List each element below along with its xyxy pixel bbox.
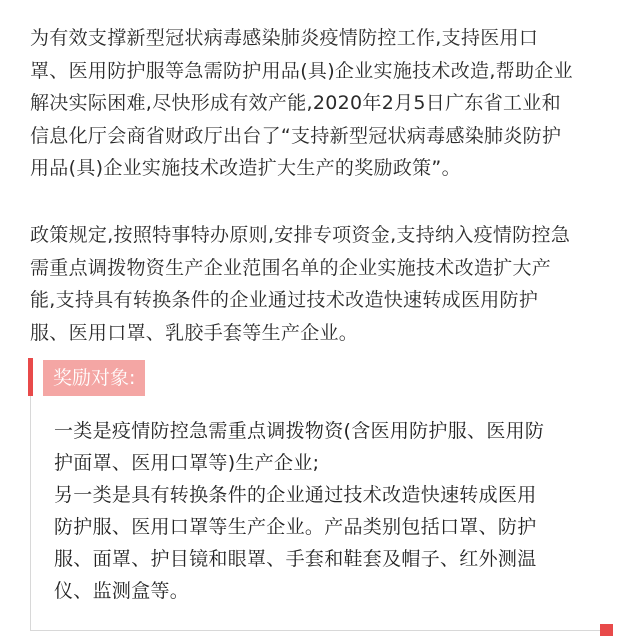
intro-line: 罩、医用防护服等急需防护用品(具)企业实施技术改造,帮助企业	[30, 59, 573, 82]
section-heading-reward-targets: 奖励对象:	[43, 360, 145, 396]
policy-line: 政策规定,按照特事特办原则,安排专项资金,支持纳入疫情防控急	[30, 224, 571, 246]
reward-line: 护面罩、医用口罩等)生产企业;	[54, 452, 320, 474]
reward-line: 防护服、医用口罩等生产企业。产品类别包括口罩、防护	[54, 516, 537, 538]
intro-line: 用品(具)企业实施技术改造扩大生产的奖励政策”。	[30, 157, 461, 179]
reward-line: 一类是疫情防控急需重点调拨物资(含医用防护服、医用防	[54, 420, 545, 442]
intro-line: 为有效支撑新型冠状病毒感染肺炎疫情防控工作,支持医用口	[30, 27, 539, 49]
policy-line: 需重点调拨物资生产企业范围名单的企业实施技术改造扩大产	[30, 256, 552, 279]
intro-line: 解决实际困难,尽快形成有效产能,2020年2月5日广东省工业和	[30, 92, 561, 114]
policy-line: 能,支持具有转换条件的企业通过技术改造快速转成医用防护	[30, 289, 539, 311]
reward-targets-text	[54, 415, 594, 607]
box-corner-accent	[600, 624, 613, 636]
box-bottom-border	[30, 630, 612, 631]
policy-line: 服、医用口罩、乳胶手套等生产企业。	[30, 321, 359, 344]
reward-line: 服、面罩、护目镜和眼罩、手套和鞋套及帽子、红外测温	[54, 548, 537, 570]
reward-line: 仪、监测盒等。	[54, 580, 190, 602]
intro-line: 信息化厅会商省财政厅出台了“支持新型冠状病毒感染肺炎防护	[30, 124, 562, 147]
section-accent-bar	[28, 358, 33, 396]
box-left-border	[30, 396, 31, 631]
intro-paragraph	[30, 22, 620, 185]
policy-paragraph	[30, 219, 620, 349]
reward-line: 另一类是具有转换条件的企业通过技术改造快速转成医用	[54, 484, 537, 506]
